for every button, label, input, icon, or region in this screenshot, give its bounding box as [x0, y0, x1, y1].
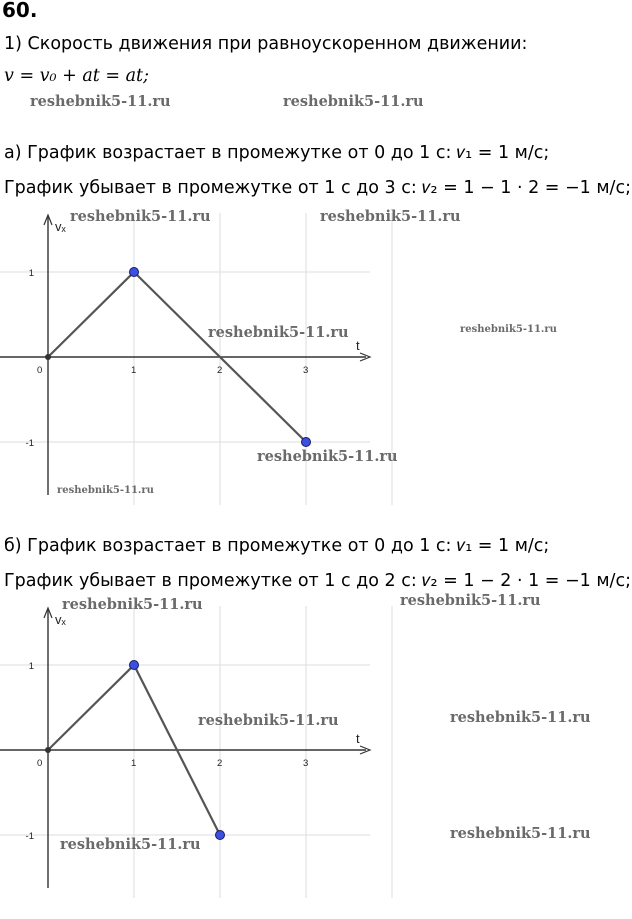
x-tick-label: 0 — [37, 365, 43, 376]
watermark: reshebnik5-11.ru — [198, 712, 339, 729]
x-tick-label: 3 — [303, 365, 309, 376]
data-point — [45, 747, 51, 753]
x-axis-label: t — [356, 338, 360, 353]
intro-text: 1) Скорость движения при равноускоренном движении: — [4, 34, 528, 54]
watermark: reshebnik5-11.ru — [30, 93, 171, 110]
data-point — [130, 661, 139, 670]
watermark: reshebnik5-11.ru — [257, 448, 398, 465]
watermark: reshebnik5-11.ru — [400, 592, 541, 609]
part-b-line1: б) График возрастает в промежутке от 0 до 1 с: 𝑣₁ = 1 м/с; — [4, 536, 550, 556]
data-point — [45, 354, 51, 360]
part-a-line2: График убывает в промежутке от 1 с до 3 с: 𝑣₂ = 1 − 1 · 2 = −1 м/с; — [4, 178, 631, 198]
y-tick-label: 1 — [28, 661, 34, 672]
watermark: reshebnik5-11.ru — [450, 709, 591, 726]
x-tick-label: 1 — [131, 365, 137, 376]
data-point — [302, 438, 311, 447]
formula: v = v₀ + at = at; — [4, 66, 149, 86]
data-point — [216, 831, 225, 840]
y-axis-label: vₓ — [55, 219, 66, 234]
watermark: reshebnik5-11.ru — [57, 485, 154, 496]
x-tick-label: 3 — [303, 758, 309, 769]
watermark: reshebnik5-11.ru — [320, 208, 461, 225]
watermark: reshebnik5-11.ru — [460, 324, 557, 335]
problem-number: 60. — [2, 0, 38, 22]
x-axis-label: t — [356, 731, 360, 746]
watermark: reshebnik5-11.ru — [62, 596, 203, 613]
chart-b — [0, 598, 632, 898]
watermark: reshebnik5-11.ru — [208, 324, 349, 341]
x-tick-label: 2 — [217, 758, 223, 769]
x-tick-label: 0 — [37, 758, 43, 769]
y-tick-label: -1 — [25, 438, 34, 449]
data-point — [130, 268, 139, 277]
part-a-line1: а) График возрастает в промежутке от 0 до 1 с: 𝑣₁ = 1 м/с; — [4, 143, 550, 163]
watermark: reshebnik5-11.ru — [60, 836, 201, 853]
y-tick-label: 1 — [28, 268, 34, 279]
x-tick-label: 1 — [131, 758, 137, 769]
y-axis-label: vₓ — [55, 612, 66, 627]
watermark: reshebnik5-11.ru — [283, 93, 424, 110]
x-tick-label: 2 — [217, 365, 223, 376]
part-b-line2: График убывает в промежутке от 1 с до 2 с: 𝑣₂ = 1 − 2 · 1 = −1 м/с; — [4, 571, 631, 591]
watermark: reshebnik5-11.ru — [450, 825, 591, 842]
y-tick-label: -1 — [25, 831, 34, 842]
watermark: reshebnik5-11.ru — [70, 208, 211, 225]
